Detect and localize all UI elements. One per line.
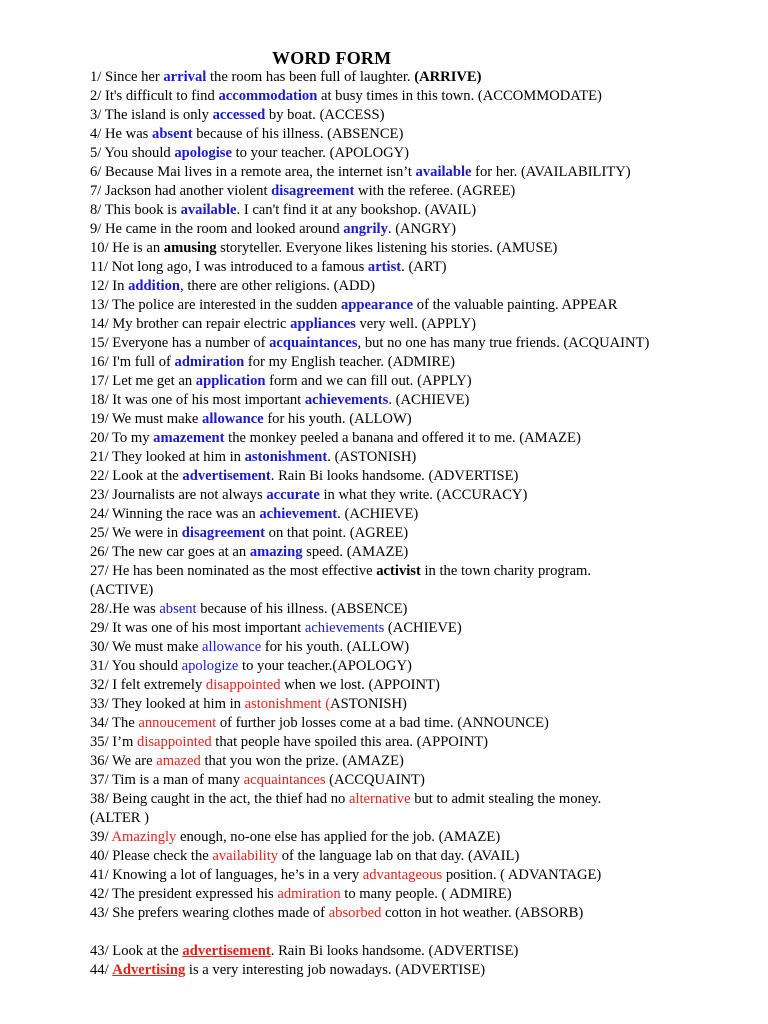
answer-word: astonishment [244, 449, 328, 465]
exercise-line [90, 410, 750, 429]
answer-word: allowance [202, 411, 264, 427]
sentence-text: to your teacher.(APOLOGY) [238, 658, 412, 674]
exercise-line [90, 600, 750, 619]
sentence-text: 4/ He was [90, 126, 153, 142]
sentence-text: . I can't find it at any bookshop. (AVAIL) [236, 202, 477, 218]
sentence-text: to your teacher. (APOLOGY) [231, 145, 410, 161]
exercise-line [90, 486, 750, 505]
answer-word: appliances [290, 316, 356, 332]
answer-word: achievement [259, 506, 338, 522]
sentence-text: 31/ You should [90, 658, 182, 674]
answer-word: arrival [163, 69, 207, 85]
answer-word: disagreement [271, 183, 355, 199]
sentence-text: on that point. (AGREE) [265, 525, 409, 541]
answer-word: artist [367, 259, 402, 275]
sentence-text: for his youth. (ALLOW) [261, 639, 410, 655]
exercise-line [90, 771, 750, 790]
sentence-text: is a very interesting job nowadays. (ADVERTISE) [185, 962, 486, 978]
sentence-text: for her. (AVAILABILITY) [471, 164, 631, 180]
answer-word: activist [376, 563, 421, 579]
sentence-text: 16/ I'm full of [90, 354, 175, 370]
answer-word: amazed [156, 753, 201, 769]
sentence-text: 11/ Not long ago, I was introduced to a famous [90, 259, 368, 275]
answer-word: accessed [212, 107, 266, 123]
sentence-text: 28/.He was [90, 601, 160, 617]
exercise-line [90, 961, 750, 980]
exercise-line [90, 619, 750, 638]
exercise-line [90, 334, 750, 353]
answer-word: absent [152, 126, 193, 142]
answer-word: amazing [249, 544, 303, 560]
sentence-text: . (ART) [401, 259, 447, 275]
sentence-text: that you won the prize. (AMAZE) [200, 753, 404, 769]
exercise-line [90, 182, 750, 201]
exercise-line [90, 296, 750, 315]
answer-word: appearance [341, 297, 414, 313]
sentence-text: 44/ [90, 962, 113, 978]
exercise-line [90, 562, 750, 581]
exercise-line [90, 866, 750, 885]
sentence-text: in the town charity program. [420, 563, 592, 579]
sentence-text: with the referee. (AGREE) [354, 183, 516, 199]
exercise-line [90, 353, 750, 372]
exercise-line [90, 144, 750, 163]
answer-word: Amazingly [111, 829, 177, 845]
answer-word: disagreement [181, 525, 266, 541]
sentence-text: (ACCQUAINT) [325, 772, 425, 788]
answer-word: astonishment ( [244, 696, 331, 712]
answer-word: available [415, 164, 472, 180]
answer-word: angrily [343, 221, 388, 237]
sentence-text: because of his illness. (ABSENCE) [196, 601, 408, 617]
sentence-text: 21/ They looked at him in [90, 449, 245, 465]
sentence-text: 9/ He came in the room and looked around [90, 221, 344, 237]
sentence-text: 23/ Journalists are not always [90, 487, 267, 503]
exercise-line [90, 258, 750, 277]
sentence-text: the monkey peeled a banana and offered it to me. (AMAZE) [224, 430, 581, 446]
sentence-text: storyteller. Everyone likes listening his stories. (AMUSE) [216, 240, 558, 256]
sentence-text: but to admit stealing the money. [410, 791, 602, 807]
sentence-text: 43/ Look at the [90, 943, 183, 959]
sentence-text: speed. (AMAZE) [302, 544, 409, 560]
answer-word: advertisement [182, 943, 271, 959]
sentence-text: . (ACHIEVE) [337, 506, 419, 522]
answer-word: apologize [181, 658, 239, 674]
answer-word: advertisement [182, 468, 271, 484]
answer-word: available [180, 202, 237, 218]
exercise-line [90, 239, 750, 258]
sentence-text: 8/ This book is [90, 202, 181, 218]
sentence-text: for his youth. (ALLOW) [263, 411, 412, 427]
exercise-line [90, 106, 750, 125]
answer-word: disappointed [205, 677, 281, 693]
exercise-line [90, 448, 750, 467]
sentence-text: 5/ You should [90, 145, 175, 161]
answer-word: advantageous [362, 867, 443, 883]
sentence-text: , but no one has many true friends. (ACQUAINT) [357, 335, 650, 351]
exercise-line [90, 220, 750, 239]
answer-word: acquaintances [269, 335, 358, 351]
sentence-text: form and we can fill out. (APPLY) [265, 373, 472, 389]
sentence-text: by boat. (ACCESS) [265, 107, 385, 123]
sentence-text: 29/ It was one of his most important [90, 620, 305, 636]
sentence-text: (ACHIEVE) [384, 620, 462, 636]
exercise-line [90, 125, 750, 144]
sentence-text: 36/ We are [90, 753, 157, 769]
sentence-text: when we lost. (APPOINT) [280, 677, 440, 693]
exercise-line [90, 657, 750, 676]
exercise-line [90, 524, 750, 543]
exercise-line [90, 714, 750, 733]
exercise-line [90, 847, 750, 866]
answer-word: availability [212, 848, 279, 864]
sentence-text: 24/ Winning the race was an [90, 506, 260, 522]
sentence-text: 7/ Jackson had another violent [90, 183, 272, 199]
exercise-line [90, 695, 750, 714]
sentence-text: (ALTER ) [90, 810, 150, 826]
exercise-line [90, 87, 750, 106]
page-title: WORD FORM [272, 48, 392, 68]
answer-word: (ARRIVE) [414, 69, 482, 85]
sentence-text: of the language lab on that day. (AVAIL) [278, 848, 520, 864]
sentence-text: 12/ In [90, 278, 129, 294]
sentence-text: of the valuable painting. APPEAR [413, 297, 618, 313]
sentence-text: 19/ We must make [90, 411, 203, 427]
exercise-line [90, 581, 750, 600]
exercise-line [90, 904, 750, 923]
answer-word: Advertising [112, 962, 186, 978]
exercise-line [90, 809, 750, 828]
sentence-text: 38/ Being caught in the act, the thief had no [90, 791, 349, 807]
exercise-line [90, 790, 750, 809]
sentence-text: . (ANGRY) [387, 221, 456, 237]
exercise-line [90, 676, 750, 695]
answer-word: disappointed [137, 734, 212, 750]
answer-word: apologise [174, 145, 232, 161]
exercise-line [90, 885, 750, 904]
answer-word: addition [128, 278, 181, 294]
sentence-text: 25/ We were in [90, 525, 182, 541]
exercise-line [90, 543, 750, 562]
exercise-line [90, 638, 750, 657]
answer-word: allowance [202, 639, 262, 655]
answer-word: annoucement [138, 715, 217, 731]
sentence-text: 2/ It's difficult to find [90, 88, 219, 104]
exercise-line [90, 68, 750, 87]
exercise-line [90, 429, 750, 448]
sentence-text: at busy times in this town. (ACCOMMODATE) [317, 88, 602, 104]
sentence-text: the room has been full of laughter. [206, 69, 415, 85]
exercise-line [90, 163, 750, 182]
sentence-text: 22/ Look at the [90, 468, 183, 484]
sentence-text: cotton in hot weather. (ABSORB) [381, 905, 584, 921]
sentence-text: 30/ We must make [90, 639, 203, 655]
sentence-text: position. ( ADVANTAGE) [442, 867, 602, 883]
answer-word: achievements [304, 620, 385, 636]
sentence-text: 39/ [90, 829, 112, 845]
sentence-text: 33/ They looked at him in [90, 696, 245, 712]
sentence-text: 42/ The president expressed his [90, 886, 278, 902]
sentence-text: . (ASTONISH) [327, 449, 417, 465]
answer-word: alternative [348, 791, 411, 807]
answer-word: acquaintances [243, 772, 326, 788]
sentence-text: 20/ To my [90, 430, 154, 446]
sentence-text: very well. (APPLY) [355, 316, 476, 332]
sentence-text: 13/ The police are interested in the sudden [90, 297, 341, 313]
answer-word: amazement [153, 430, 225, 446]
sentence-text: 35/ I’m [90, 734, 138, 750]
exercise-line [90, 201, 750, 220]
sentence-text: 1/ Since her [90, 69, 164, 85]
sentence-text: 37/ Tim is a man of many [90, 772, 244, 788]
exercise-line [90, 315, 750, 334]
sentence-text: 40/ Please check the [90, 848, 213, 864]
exercise-line [90, 372, 750, 391]
sentence-text: enough, no-one else has applied for the job. (AMAZE) [176, 829, 501, 845]
sentence-text: 26/ The new car goes at an [90, 544, 250, 560]
answer-word: admiration [277, 886, 341, 902]
sentence-text: 27/ He has been nominated as the most effective [90, 563, 377, 579]
sentence-text: 34/ The [90, 715, 139, 731]
sentence-text: 15/ Everyone has a number of [90, 335, 270, 351]
answer-word: absorbed [328, 905, 382, 921]
exercise-line [90, 828, 750, 847]
sentence-text: 41/ Knowing a lot of languages, he’s in a very [90, 867, 363, 883]
answer-word: application [195, 373, 266, 389]
sentence-text: ASTONISH) [330, 696, 407, 712]
sentence-text: of further job losses come at a bad time. (ANNOUNCE) [216, 715, 549, 731]
answer-word: admiration [174, 354, 245, 370]
exercise-line [90, 752, 750, 771]
answer-word: absent [159, 601, 197, 617]
answer-word: accurate [266, 487, 320, 503]
exercise-line [90, 277, 750, 296]
sentence-text: 32/ I felt extremely [90, 677, 206, 693]
sentence-text: 6/ Because Mai lives in a remote area, the internet isn’t [90, 164, 416, 180]
sentence-text: to many people. ( ADMIRE) [340, 886, 512, 902]
answer-word: achievements [304, 392, 389, 408]
sentence-text: (ACTIVE) [90, 582, 154, 598]
sentence-text: for my English teacher. (ADMIRE) [244, 354, 455, 370]
sentence-text: 14/ My brother can repair electric [90, 316, 291, 332]
sentence-text: 17/ Let me get an [90, 373, 196, 389]
sentence-text: in what they write. (ACCURACY) [319, 487, 528, 503]
sentence-text: that people have spoiled this area. (APPOINT) [211, 734, 489, 750]
sentence-text: 10/ He is an [90, 240, 164, 256]
answer-word: accommodation [218, 88, 318, 104]
sentence-text: . Rain Bi looks handsome. (ADVERTISE) [270, 468, 519, 484]
sentence-text: . (ACHIEVE) [388, 392, 470, 408]
sentence-text: 43/ She prefers wearing clothes made of [90, 905, 329, 921]
exercise-line [90, 467, 750, 486]
exercise-line [90, 505, 750, 524]
sentence-text: . Rain Bi looks handsome. (ADVERTISE) [270, 943, 519, 959]
exercise-line [90, 391, 750, 410]
exercise-line [90, 942, 750, 961]
sentence-text: 3/ The island is only [90, 107, 213, 123]
blank-line [90, 923, 750, 942]
exercise-list [90, 68, 750, 980]
exercise-line [90, 733, 750, 752]
sentence-text: 18/ It was one of his most important [90, 392, 305, 408]
answer-word: amusing [163, 240, 217, 256]
sentence-text: , there are other religions. (ADD) [180, 278, 375, 294]
sentence-text: because of his illness. (ABSENCE) [192, 126, 404, 142]
